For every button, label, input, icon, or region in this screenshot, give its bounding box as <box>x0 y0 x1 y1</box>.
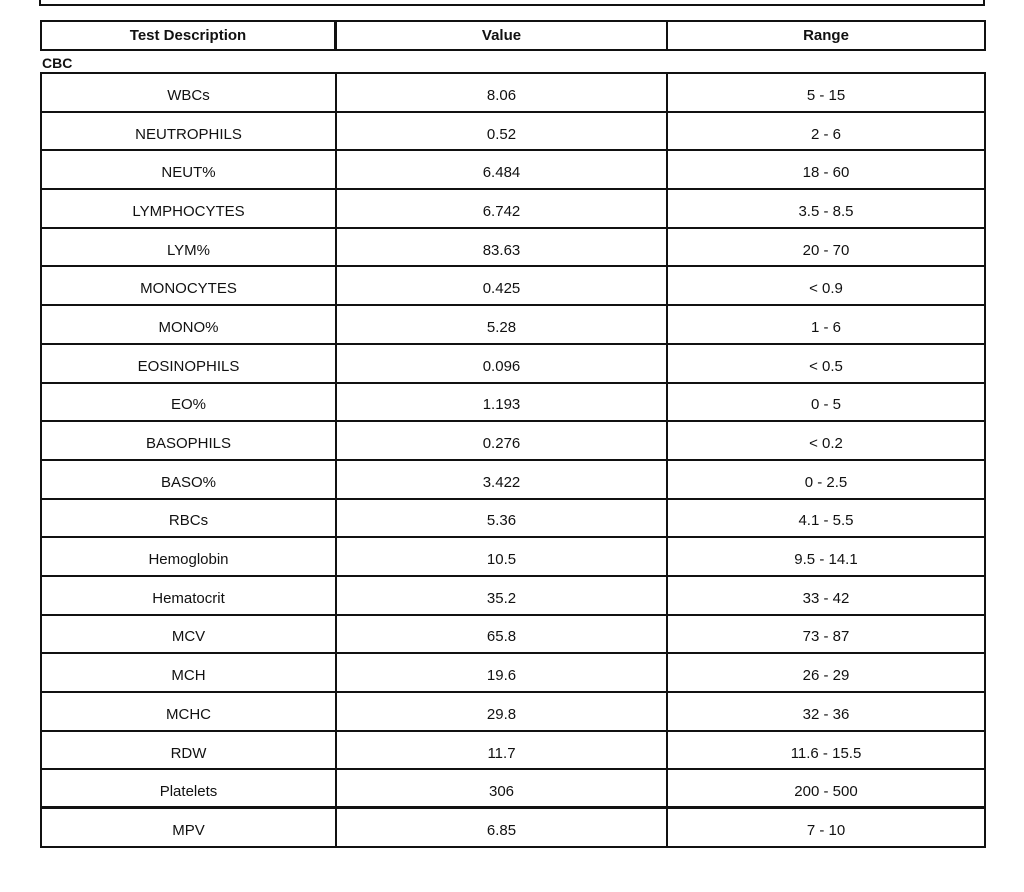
range-cell: 1 - 6 <box>810 318 841 336</box>
table-row <box>42 345 984 384</box>
top-info-box <box>39 0 985 6</box>
value-cell: 35.2 <box>337 577 668 614</box>
table-row <box>42 461 984 500</box>
table-row <box>42 654 984 693</box>
range-cell: 26 - 29 <box>802 667 850 685</box>
header-test-description: Test Description <box>42 22 337 49</box>
range-cell: 200 - 500 <box>794 782 858 800</box>
table-row <box>42 422 984 461</box>
value-cell: 0.52 <box>337 113 668 150</box>
range-cell: 32 - 36 <box>802 705 850 723</box>
header-value: Value <box>337 22 668 49</box>
value-cell: 306 <box>337 770 668 806</box>
table-row <box>42 74 984 113</box>
value-cell: 29.8 <box>337 693 668 730</box>
range-cell: 18 - 60 <box>802 164 850 182</box>
range-cell: 11.6 - 15.5 <box>790 744 862 762</box>
value-cell: 10.5 <box>337 538 668 575</box>
table-row <box>42 113 984 152</box>
value-cell: 5.36 <box>337 500 668 537</box>
header-range: Range <box>803 27 849 44</box>
table-row <box>42 809 984 848</box>
table-row <box>42 229 984 268</box>
table-row <box>42 500 984 539</box>
value-cell: 0.425 <box>337 267 668 304</box>
value-cell: 11.7 <box>337 732 668 769</box>
range-cell: 7 - 10 <box>806 821 846 839</box>
table-row <box>42 267 984 306</box>
table-row <box>42 770 984 809</box>
range-cell: < 0.9 <box>809 280 843 298</box>
test-description-cell: RDW <box>42 732 337 769</box>
table-row <box>42 306 984 345</box>
test-description-cell: MCV <box>42 616 337 653</box>
table-header <box>40 20 986 51</box>
test-description-cell: LYM% <box>42 229 337 266</box>
test-description-cell: LYMPHOCYTES <box>42 190 337 227</box>
test-description-cell: MONOCYTES <box>42 267 337 304</box>
test-description-cell: RBCs <box>42 500 337 537</box>
table-row <box>42 577 984 616</box>
value-cell: 6.85 <box>337 809 668 846</box>
range-cell: < 0.5 <box>809 357 843 375</box>
value-cell: 5.28 <box>337 306 668 343</box>
test-description-cell: MCHC <box>42 693 337 730</box>
test-description-cell: Platelets <box>42 770 337 806</box>
test-description-cell: BASO% <box>42 461 337 498</box>
table-row <box>42 616 984 655</box>
value-cell: 6.484 <box>337 151 668 188</box>
range-cell: 0 - 2.5 <box>804 473 848 491</box>
range-cell: 5 - 15 <box>806 86 846 104</box>
table-row <box>42 190 984 229</box>
range-cell: 33 - 42 <box>802 589 850 607</box>
range-cell: 20 - 70 <box>802 241 850 259</box>
test-description-cell: BASOPHILS <box>42 422 337 459</box>
test-description-cell: WBCs <box>42 74 337 111</box>
table-row <box>42 384 984 423</box>
value-cell: 3.422 <box>337 461 668 498</box>
results-table <box>40 72 986 848</box>
test-description-cell: Hematocrit <box>42 577 337 614</box>
value-cell: 19.6 <box>337 654 668 691</box>
range-cell: 2 - 6 <box>810 125 841 143</box>
range-cell: 4.1 - 5.5 <box>798 512 854 530</box>
value-cell: 1.193 <box>337 384 668 421</box>
value-cell: 65.8 <box>337 616 668 653</box>
table-row <box>42 732 984 771</box>
range-cell: 73 - 87 <box>802 628 850 646</box>
table-row <box>42 151 984 190</box>
range-cell: 3.5 - 8.5 <box>798 202 854 220</box>
range-cell: < 0.2 <box>809 435 843 453</box>
value-cell: 6.742 <box>337 190 668 227</box>
test-description-cell: Hemoglobin <box>42 538 337 575</box>
range-cell: 9.5 - 14.1 <box>794 551 858 569</box>
value-cell: 83.63 <box>337 229 668 266</box>
test-description-cell: EO% <box>42 384 337 421</box>
test-description-cell: NEUTROPHILS <box>42 113 337 150</box>
test-description-cell: MPV <box>42 809 337 846</box>
table-row <box>42 538 984 577</box>
value-cell: 8.06 <box>337 74 668 111</box>
value-cell: 0.096 <box>337 345 668 382</box>
test-description-cell: EOSINOPHILS <box>42 345 337 382</box>
range-cell: 0 - 5 <box>810 396 841 414</box>
section-label: CBC <box>42 55 73 71</box>
table-row <box>42 693 984 732</box>
test-description-cell: NEUT% <box>42 151 337 188</box>
value-cell: 0.276 <box>337 422 668 459</box>
test-description-cell: MONO% <box>42 306 337 343</box>
test-description-cell: MCH <box>42 654 337 691</box>
